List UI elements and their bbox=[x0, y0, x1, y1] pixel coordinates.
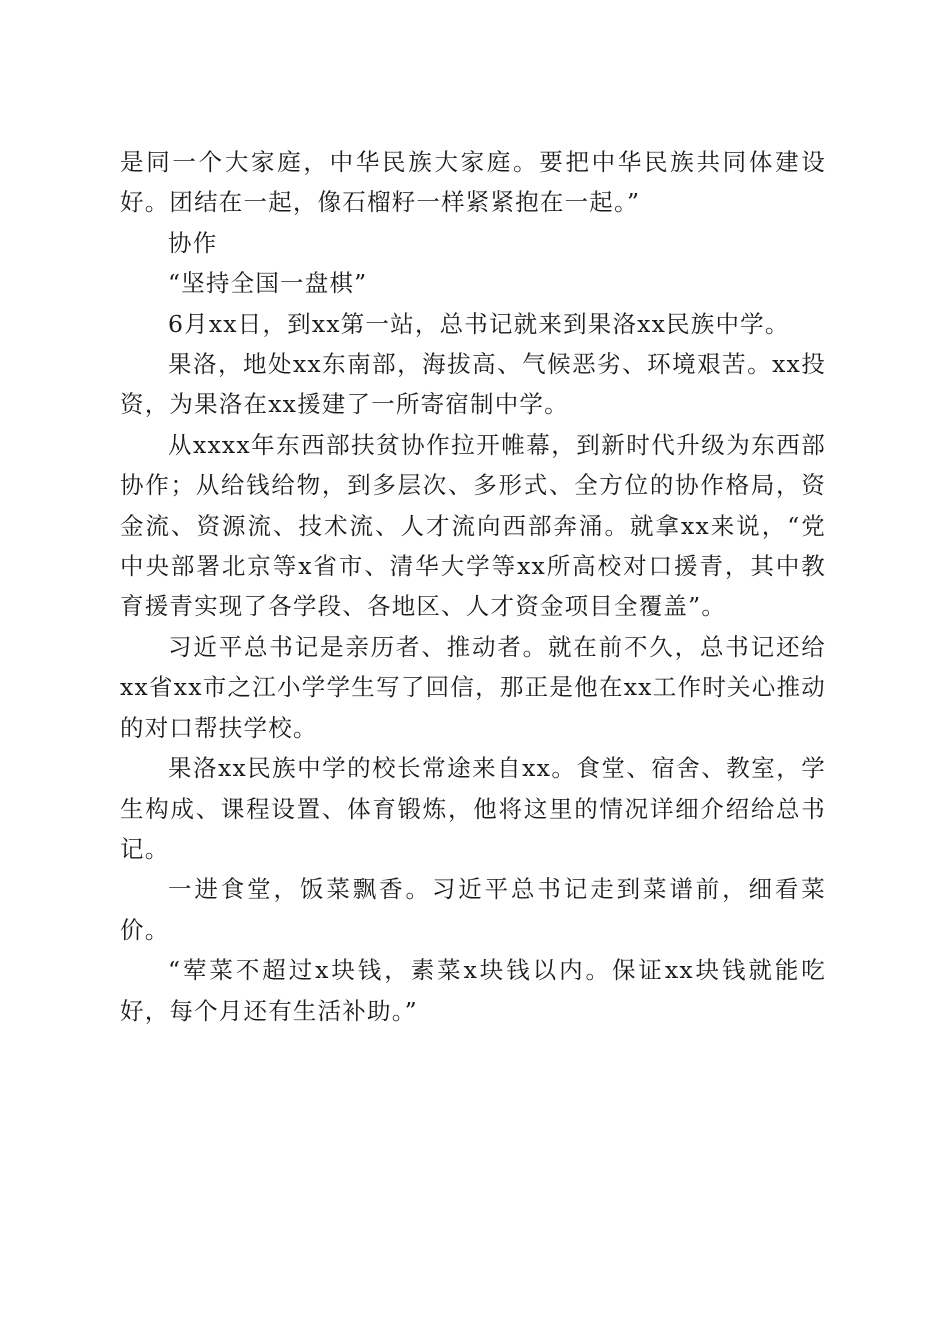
paragraph: 6月xx日，到xx第一站，总书记就来到果洛xx民族中学。 bbox=[168, 309, 790, 338]
section-heading: 协作 bbox=[168, 228, 218, 257]
paragraph: 果洛xx民族中学的校长常途来自xx。食堂、宿舍、教室，学生构成、课程设置、体育锻炼，他将这里的情况详细介绍给总书记。 bbox=[120, 754, 826, 863]
section-subheading: “坚持全国一盘棋” bbox=[168, 269, 368, 298]
paragraph: 一进食堂，饭菜飘香。习近平总书记走到菜谱前，细看菜价。 bbox=[120, 875, 826, 944]
paragraph: 果洛，地处xx东南部，海拔高、气候恶劣、环境艰苦。xx投资，为果洛在xx援建了一所寄宿制中学。 bbox=[120, 350, 826, 419]
paragraph-quote: “荤菜不超过x块钱，素菜x块钱以内。保证xx块钱就能吃好，每个月还有生活补助。” bbox=[120, 956, 826, 1025]
paragraph: 习近平总书记是亲历者、推动者。就在前不久，总书记还给xx省xx市之江小学学生写了回信，那正是他在xx工作时关心推动的对口帮扶学校。 bbox=[120, 632, 826, 742]
document-body bbox=[120, 142, 826, 1031]
paragraph-continuation: 是同一个大家庭，中华民族大家庭。要把中华民族共同体建设好。团结在一起，像石榴籽一样紧紧抱在一起。” bbox=[120, 148, 826, 217]
paragraph: 从xxxx年东西部扶贫协作拉开帷幕，到新时代升级为东西部协作；从给钱给物，到多层次、多形式、全方位的协作格局，资金流、资源流、技术流、人才流向西部奔涌。就拿xx来说，“党中央部署北京等x省市、清华大学等xx所高校对口援青，其中教育援青实现了各学段、各地区、人才资金项目全覆盖”。 bbox=[120, 430, 826, 621]
